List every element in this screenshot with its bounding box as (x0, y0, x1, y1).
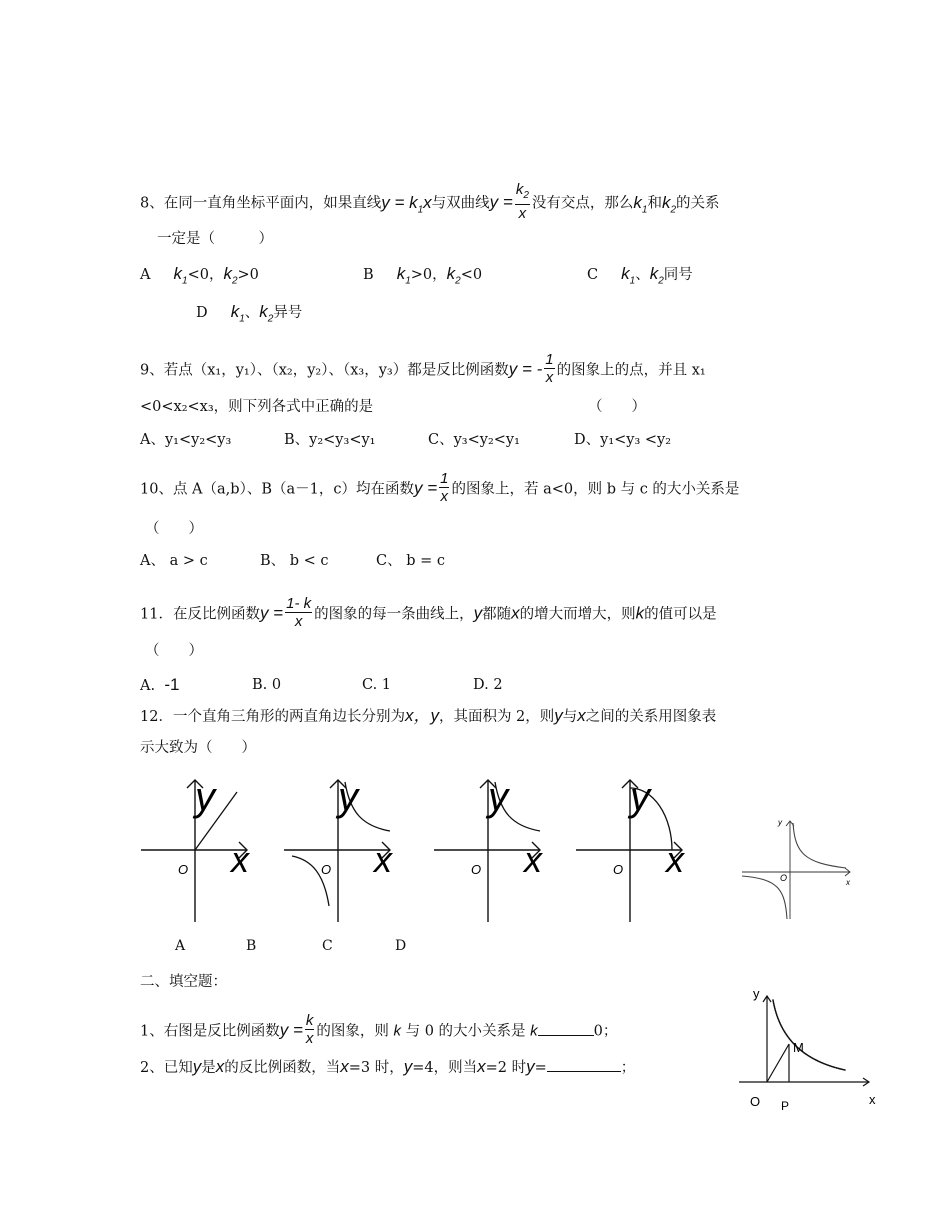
graph-b (278, 770, 408, 930)
graph-c-origin: O (471, 862, 482, 877)
q11-fraction: $\frac{1- k}{x}$ (286, 595, 312, 630)
section-heading: 二、填空题： (140, 974, 227, 990)
fill-q1-fraction: $\frac{k}{x}$ (305, 1012, 314, 1047)
graph-b-y-label: y (338, 775, 358, 819)
q9-line2: <0<x₂<x₃，则下列各式中正确的是 (140, 399, 374, 415)
q10-option-a: A、 a > c (140, 553, 208, 569)
q11-option-d: D. 2 (473, 677, 503, 693)
q8-k2: $k_2$ (661, 192, 677, 215)
q10-paren: （ ） (145, 521, 203, 537)
q9-fraction: $\frac{1}{x}$ (545, 351, 554, 386)
q11-line1: 11．在反比例函数y = $\frac{1- k}{x}$ 的图象的每一条曲线上，y都随x的增大而增大，则k的值可以是 (140, 595, 717, 630)
q8-fraction: $\frac{k_2}{x}$ (515, 181, 529, 222)
graph-b-origin: O (321, 862, 332, 877)
q10-option-b: B、 b < c (260, 553, 329, 569)
fill-q2-blank[interactable] (547, 1057, 621, 1072)
q9-option-a: A、y₁<y₂<y₃ (140, 432, 232, 448)
fill-figure-point-p: P (781, 1099, 790, 1113)
q12-label-c: C (322, 938, 333, 954)
q12-label-a: A (175, 938, 186, 954)
q12-line1: 12．一个直角三角形的两直角边长分别为x，y，其面积为 2，则y与x之间的关系用图象表 (140, 706, 717, 725)
q8-text-e: 的关系 (676, 195, 720, 212)
q8-line2: 一定是（ ） (157, 231, 273, 247)
q11-option-c: C. 1 (362, 677, 392, 693)
graph-d (570, 770, 700, 930)
q10-line1: 10、点 A（a,b）、B（a－1，c）均在函数y = $\frac{1}{x}$ 的图象上，若 a<0，则 b 与 c 的大小关系是 (140, 470, 740, 505)
graph-a (135, 770, 265, 930)
small-graph-y-label: y (778, 818, 782, 827)
q9-option-b: B、y₂<y₃<y₁ (284, 432, 376, 448)
graph-c (428, 770, 558, 930)
graph-d-y-label: y (630, 775, 650, 819)
q9-option-d: D、y₁<y₃ <y₂ (574, 432, 672, 448)
graph-a-origin: O (178, 862, 189, 877)
graph-a-y-label: y (195, 775, 215, 819)
q11-option-a: A. -1 (140, 675, 180, 694)
graph-a-x-label: x (231, 839, 249, 880)
graph-c-x-label: x (524, 839, 542, 880)
q8-option-c: C $k_1$、$k_2$同号 (587, 264, 693, 287)
q8-text-d: 和 (647, 195, 662, 212)
q8-k1: $k_1$ (633, 192, 648, 215)
graph-b-x-label: x (374, 839, 392, 880)
graph-d-x-label: x (666, 839, 684, 880)
q8-option-b: B $k_1>0$，$k_2<0$ (363, 264, 483, 287)
q12-line2: 示大致为（ ） (140, 740, 256, 756)
q10-option-c: C、 b = c (376, 553, 445, 569)
q8-line1 (140, 183, 720, 224)
q8-option-d: D $k_1$、$k_2$异号 (196, 302, 303, 325)
q12-label-b: B (246, 938, 257, 954)
fill-q2: 2、已知y是x的反比例函数，当x=3 时，y=4，则当x=2 时y= ； (140, 1057, 636, 1076)
q8-text-c: 没有交点，那么 (531, 195, 634, 212)
q8-eq-line: $y = k_1x$ (381, 192, 432, 215)
graph-d-origin: O (613, 862, 624, 877)
q8-option-a: A $k_1<0$，$k_2>0$ (140, 264, 259, 287)
fill-figure-origin: O (750, 1094, 761, 1109)
q9-option-c: C、y₃<y₂<y₁ (428, 432, 520, 448)
q12-label-d: D (395, 938, 407, 954)
q8-eq2-lhs: y = (489, 192, 513, 212)
fill-figure-y-label: y (753, 986, 760, 1001)
small-hyperbola-graph (738, 815, 858, 925)
q10-fraction: $\frac{1}{x}$ (440, 470, 449, 505)
graph-c-y-label: y (488, 775, 508, 819)
q9-paren: （ ） (588, 399, 646, 415)
small-graph-x-label: x (846, 878, 850, 887)
q11-option-b: B. 0 (252, 677, 282, 693)
fill-q1-blank[interactable] (538, 1021, 594, 1036)
fill-figure-x-label: x (869, 1092, 876, 1107)
small-graph-origin: O (780, 873, 788, 883)
q8-text-a: 8、在同一直角坐标平面内，如果直线 (140, 195, 382, 212)
fill-figure (735, 982, 885, 1112)
q11-paren: （ ） (145, 643, 203, 659)
fill-q1: 1、右图是反比例函数y = $\frac{k}{x}$ 的图象，则 k 与 0 的大小关系是 k 0； (140, 1012, 618, 1047)
q8-text-b: 与双曲线 (431, 195, 490, 212)
fill-figure-point-m: M (793, 1040, 804, 1055)
q9-line1: 9、若点（x₁，y₁）、（x₂，y₂）、（x₃，y₃）都是反比例函数y = - $\frac{1}{x}$ 的图象上的点，并且 x₁ (140, 351, 706, 386)
